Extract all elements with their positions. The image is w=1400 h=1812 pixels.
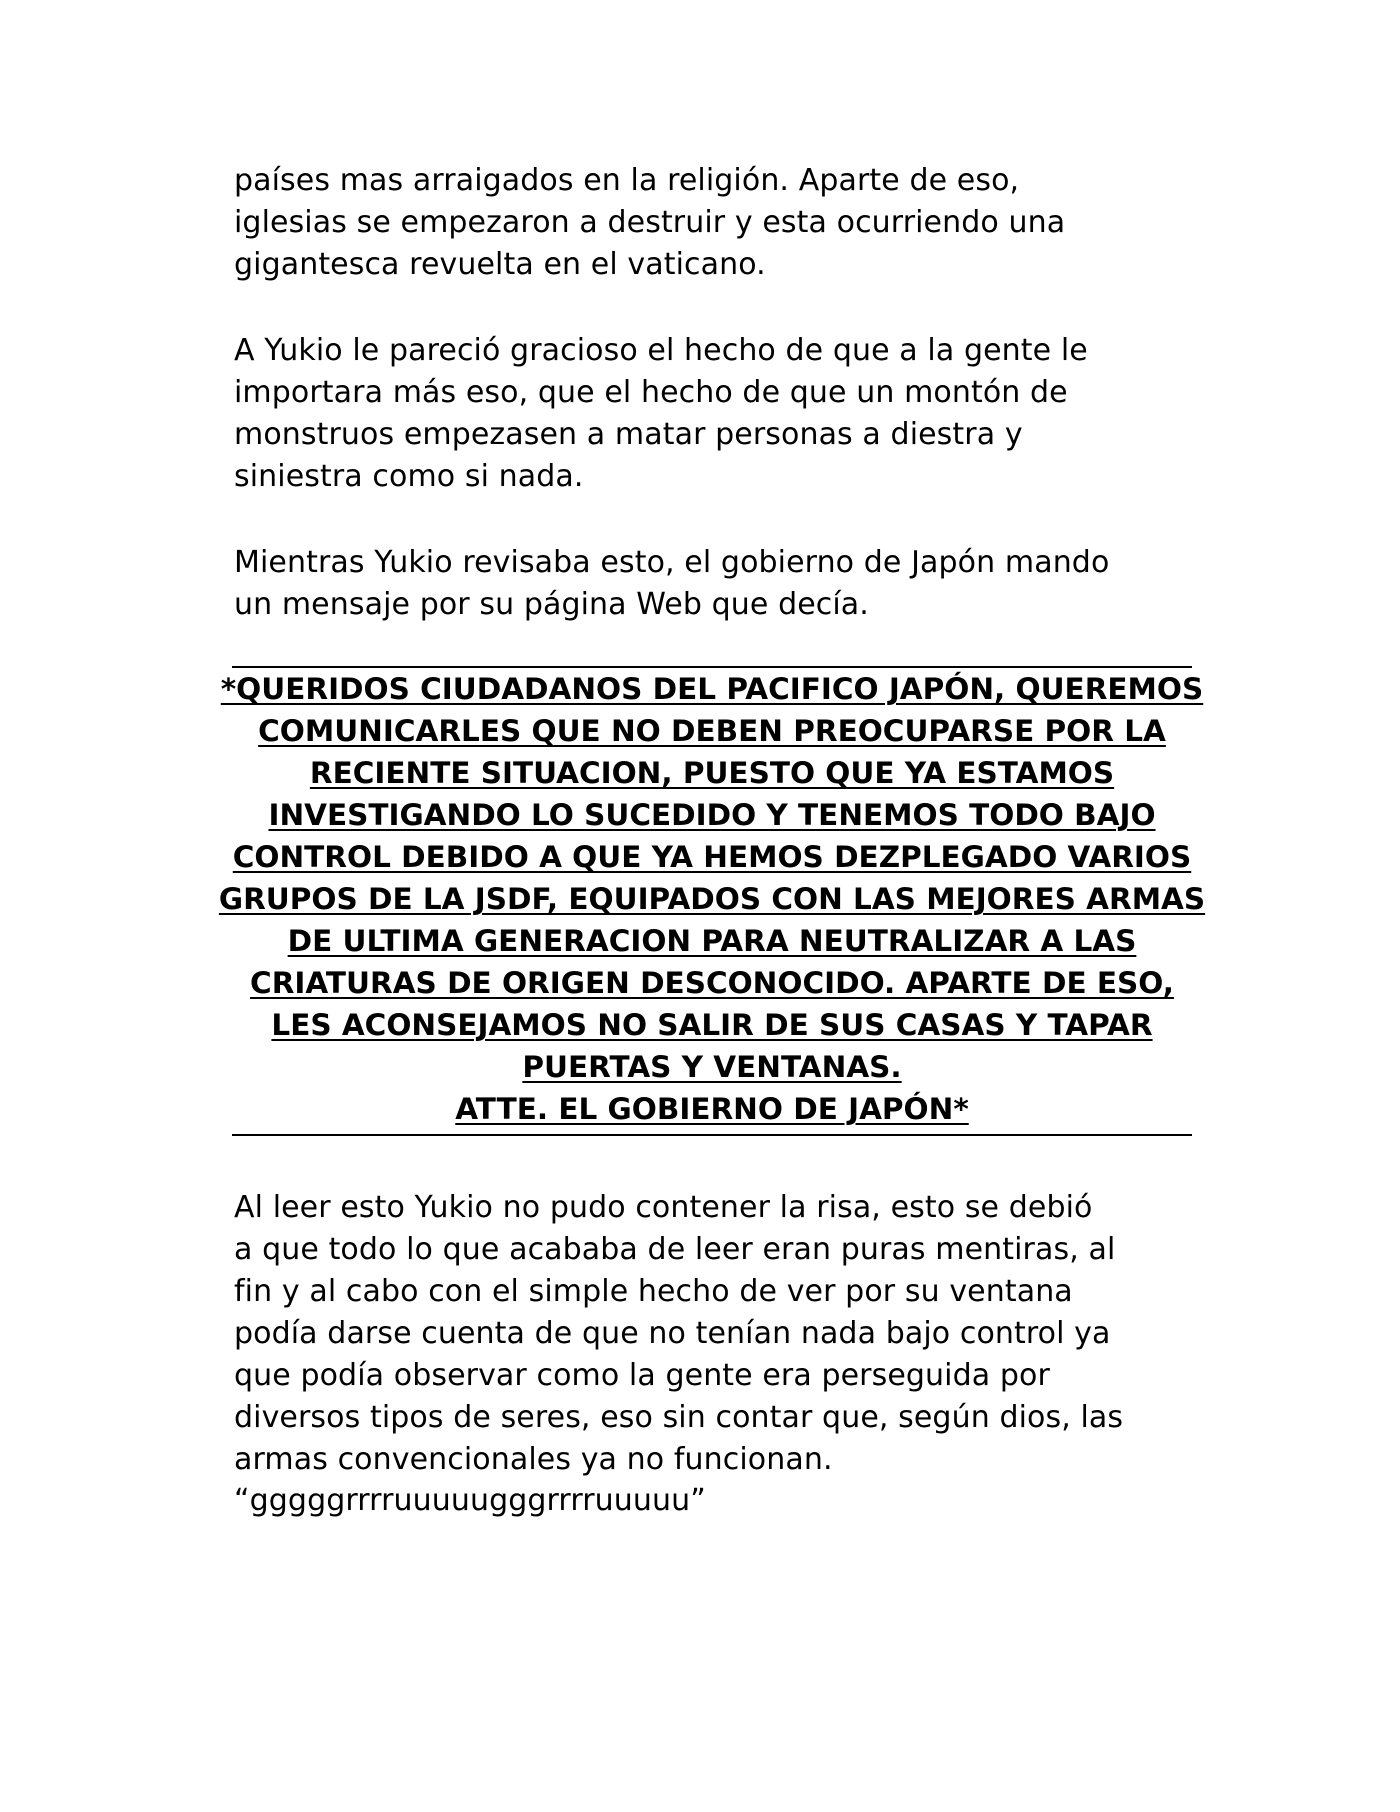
notice-line: CONTROL DEBIDO A QUE YA HEMOS DEZPLEGADO VARIOS bbox=[232, 840, 1192, 874]
paragraph-yukio-amused: A Yukio le pareció gracioso el hecho de que a la gente le importara más eso, que el hecho de que un montón de monstruos empezasen a matar personas a diestra y siniestra como si nada. bbox=[234, 333, 1088, 494]
paragraph-religion-riots: países mas arraigados en la religión. Aparte de eso, iglesias se empezaron a destruir y esta ocurriendo una gigantesca revuelta en el vaticano. bbox=[234, 163, 1066, 282]
paragraph-government-message-intro: Mientras Yukio revisaba esto, el gobierno de Japón mando un mensaje por su página Web que decía. bbox=[234, 545, 1110, 622]
notice-line: CRIATURAS DE ORIGEN DESCONOCIDO. APARTE DE ESO, bbox=[250, 966, 1174, 1000]
notice-bottom-rule bbox=[232, 1134, 1192, 1136]
notice-line: LES ACONSEJAMOS NO SALIR DE SUS CASAS Y TAPAR bbox=[271, 1008, 1153, 1042]
notice-line: COMUNICARLES QUE NO DEBEN PREOCUPARSE POR LA bbox=[258, 714, 1166, 748]
notice-line: RECIENTE SITUACION, PUESTO QUE YA ESTAMOS bbox=[309, 756, 1115, 790]
notice-line: INVESTIGANDO LO SUCEDIDO Y TENEMOS TODO BAJO bbox=[268, 798, 1156, 832]
notice-line: GRUPOS DE LA JSDF, EQUIPADOS CON LAS MEJORES ARMAS bbox=[218, 882, 1206, 916]
paragraph-yukio-laughs: Al leer esto Yukio no pudo contener la risa, esto se debió a que todo lo que acababa de leer eran puras mentiras, al fin y al cabo con el simple hecho de ver por su ventana podía darse cuenta de que no tenían nada bajo control ya que podía observar como la gente era perseguida por diversos tipos de seres, eso sin contar que, según dios, las armas convencionales ya no funcionan. bbox=[234, 1190, 1124, 1477]
notice-line: DE ULTIMA GENERACION PARA NEUTRALIZAR A LAS bbox=[287, 924, 1137, 958]
government-notice bbox=[180, 668, 1244, 1130]
notice-line: *QUERIDOS CIUDADANOS DEL PACIFICO JAPÓN, QUEREMOS bbox=[220, 672, 1204, 706]
paragraph-growl-sound: “gggggrrrruuuuugggrrrruuuuu” bbox=[234, 1483, 706, 1518]
notice-line: PUERTAS Y VENTANAS. bbox=[522, 1050, 902, 1084]
notice-signature: ATTE. EL GOBIERNO DE JAPÓN* bbox=[455, 1092, 969, 1126]
